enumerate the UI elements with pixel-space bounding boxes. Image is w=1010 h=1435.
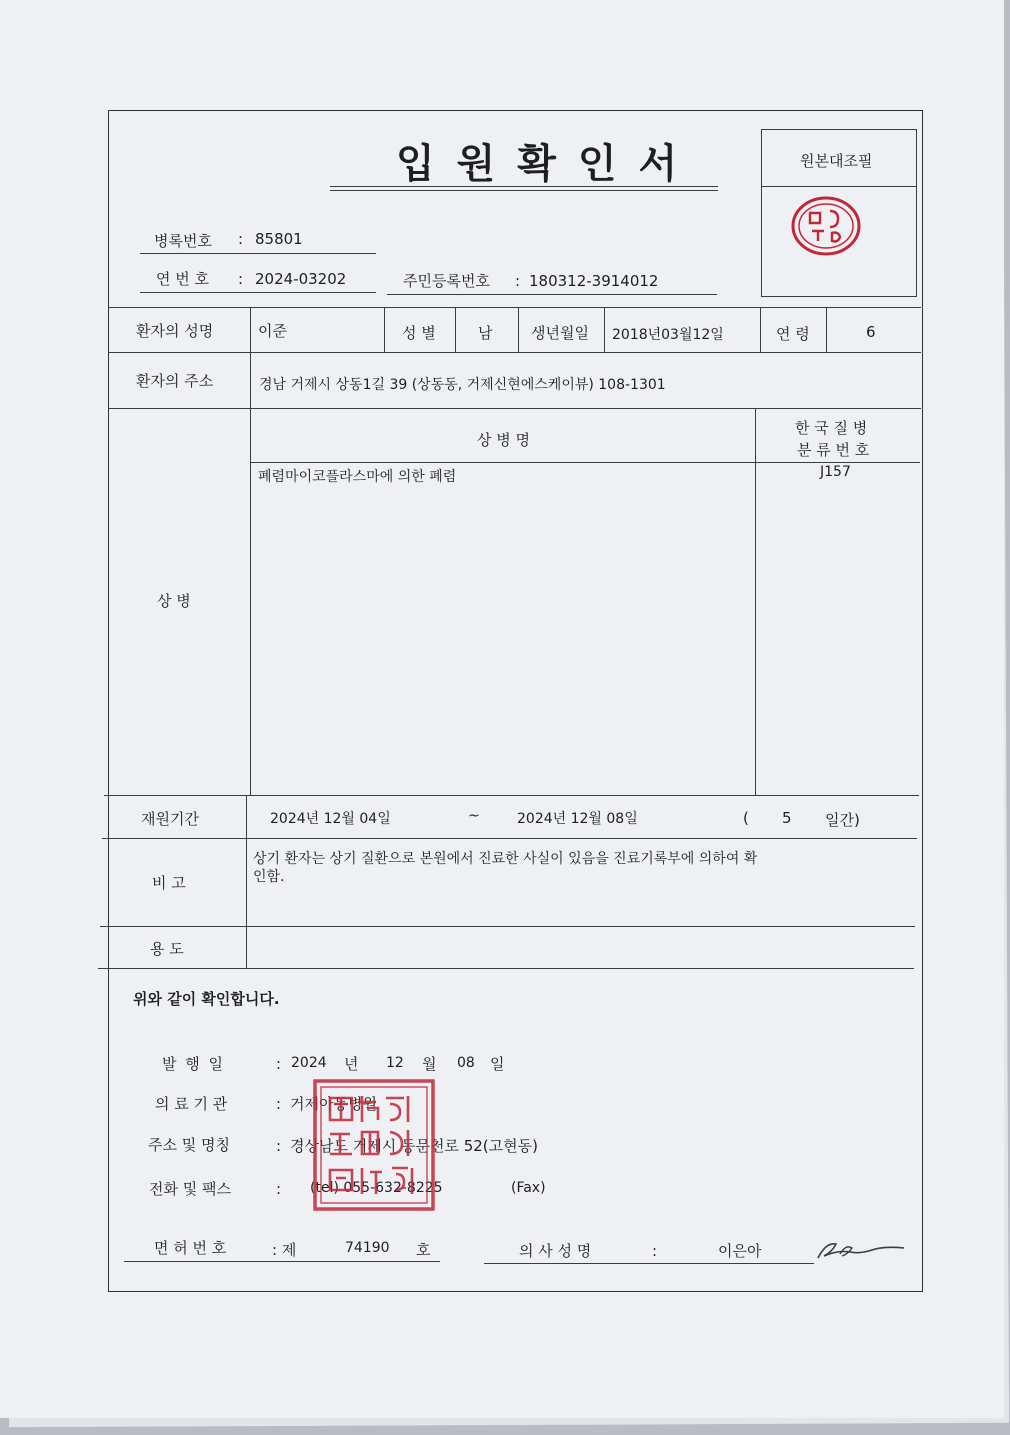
- diagnosis-header-bottom: [250, 462, 920, 463]
- doctor-name: 이은아: [718, 1242, 762, 1260]
- original-copy-seal-icon: [790, 195, 862, 257]
- purpose-label: 용 도: [150, 940, 184, 958]
- remarks-line-1: 상기 환자는 상기 질환으로 본원에서 진료한 사실이 있음을 진료기록부에 의하여 확: [253, 851, 758, 867]
- rrn-value: 180312-3914012: [529, 272, 659, 290]
- dob-value: 2018년03월12일: [612, 327, 724, 343]
- table-top-line: [108, 307, 921, 308]
- stay-from: 2024년 12월 04일: [270, 811, 391, 827]
- hospital-seal-icon: [312, 1078, 436, 1212]
- issue-month-unit: 월: [422, 1055, 437, 1073]
- doctor-label: 의 사 성 명: [519, 1242, 592, 1260]
- institution-colon: :: [276, 1095, 282, 1113]
- rrn-underline: [387, 294, 717, 295]
- issue-day: 08: [457, 1055, 475, 1071]
- row-address-bottom: [108, 408, 921, 409]
- age-value-left: [826, 307, 827, 352]
- remarks-label: 비 고: [152, 874, 186, 892]
- label-column-divider-top: [250, 307, 251, 795]
- diagnosis-name-header: 상 병 명: [477, 431, 531, 449]
- license-prefix: : 제: [272, 1241, 297, 1259]
- remarks-line-2: 인함.: [253, 869, 285, 885]
- diagnosis-code-header-2: 분 류 번 호: [797, 441, 870, 459]
- diagnosis-section-label: 상 병: [157, 592, 191, 610]
- stay-label: 재원기간: [141, 810, 199, 828]
- title-underline-2: [330, 190, 718, 191]
- age-value: 6: [866, 323, 876, 341]
- stay-tilde: ~: [468, 808, 480, 824]
- record-no-underline: [140, 253, 376, 254]
- phone-colon: :: [276, 1180, 282, 1198]
- stay-to: 2024년 12월 08일: [517, 811, 638, 827]
- issue-date-label: 발 행 일: [162, 1055, 226, 1073]
- diagnosis-code-header-1: 한 국 질 병: [795, 419, 868, 437]
- patient-name-value: 이준: [258, 322, 287, 340]
- phone-value: (tel) 055-632-8225: [310, 1180, 443, 1196]
- issue-year-unit: 년: [344, 1055, 359, 1073]
- original-copy-divider: [761, 186, 917, 187]
- confirm-statement: 위와 같이 확인합니다.: [133, 990, 280, 1008]
- doctor-signature-icon: [812, 1232, 908, 1268]
- sex-label-left: [384, 307, 385, 352]
- row-diagnosis-bottom: [104, 795, 919, 796]
- phone-label: 전화 및 팩스: [149, 1180, 231, 1198]
- original-copy-label: 원본대조필: [800, 152, 873, 170]
- institution-label: 의 료 기 관: [155, 1095, 228, 1113]
- license-number: 74190: [345, 1240, 390, 1256]
- dob-value-left: [604, 307, 605, 352]
- patient-address-label: 환자의 주소: [136, 372, 214, 390]
- license-label: 면 허 번 호: [154, 1239, 227, 1257]
- row-purpose-bottom: [98, 968, 914, 969]
- institution-value: 거제아동병원: [290, 1095, 377, 1113]
- hospital-address-colon: :: [276, 1137, 282, 1155]
- sex-value: 남: [478, 324, 493, 342]
- record-no-label: 병록번호: [154, 232, 212, 250]
- diagnosis-row-code: J157: [820, 464, 851, 480]
- fax-value: (Fax): [511, 1180, 546, 1196]
- row-name-bottom: [108, 352, 921, 353]
- issue-date-colon: :: [276, 1055, 282, 1073]
- rrn-label: 주민등록번호: [403, 272, 490, 290]
- label-column-divider-bottom: [246, 795, 247, 968]
- record-no-value: 85801: [255, 230, 303, 248]
- row-stay-bottom: [102, 838, 917, 839]
- sex-label: 성 별: [402, 324, 436, 342]
- serial-no-label: 연 번 호: [156, 270, 210, 288]
- issue-month: 12: [386, 1055, 404, 1071]
- hospital-address-label: 주소 및 명칭: [148, 1136, 230, 1154]
- hospital-address-value: 경상남도 거제시 동문천로 52(고현동): [290, 1137, 538, 1155]
- serial-no-colon: :: [238, 270, 244, 288]
- stay-days-unit: 일간): [825, 811, 860, 829]
- stay-days: 5: [782, 809, 792, 827]
- diagnosis-code-divider: [755, 408, 756, 795]
- license-suffix: 호: [416, 1241, 431, 1259]
- serial-no-value: 2024-03202: [255, 270, 347, 288]
- document-title: 입원확인서: [396, 141, 700, 187]
- issue-year: 2024: [291, 1055, 327, 1071]
- serial-no-underline: [140, 292, 376, 293]
- dob-label-left: [518, 307, 519, 352]
- license-underline: [124, 1261, 440, 1262]
- patient-name-label: 환자의 성명: [136, 322, 214, 340]
- doctor-underline: [484, 1263, 814, 1264]
- diagnosis-row-name: 폐렴마이코플라스마에 의한 폐렴: [258, 469, 457, 485]
- dob-label: 생년월일: [531, 324, 589, 342]
- issue-day-unit: 일: [490, 1055, 505, 1073]
- doctor-colon: :: [652, 1242, 658, 1260]
- row-remarks-bottom: [100, 926, 915, 927]
- title-underline: [330, 186, 718, 187]
- patient-address-value: 경남 거제시 상동1길 39 (상동동, 거제신현에스케이뷰) 108-1301: [259, 377, 666, 393]
- age-label: 연 령: [776, 325, 810, 343]
- age-label-left: [760, 307, 761, 352]
- stay-open-paren: (: [743, 809, 749, 827]
- sex-value-left: [455, 307, 456, 352]
- rrn-colon: :: [515, 272, 521, 290]
- record-no-colon: :: [238, 230, 244, 248]
